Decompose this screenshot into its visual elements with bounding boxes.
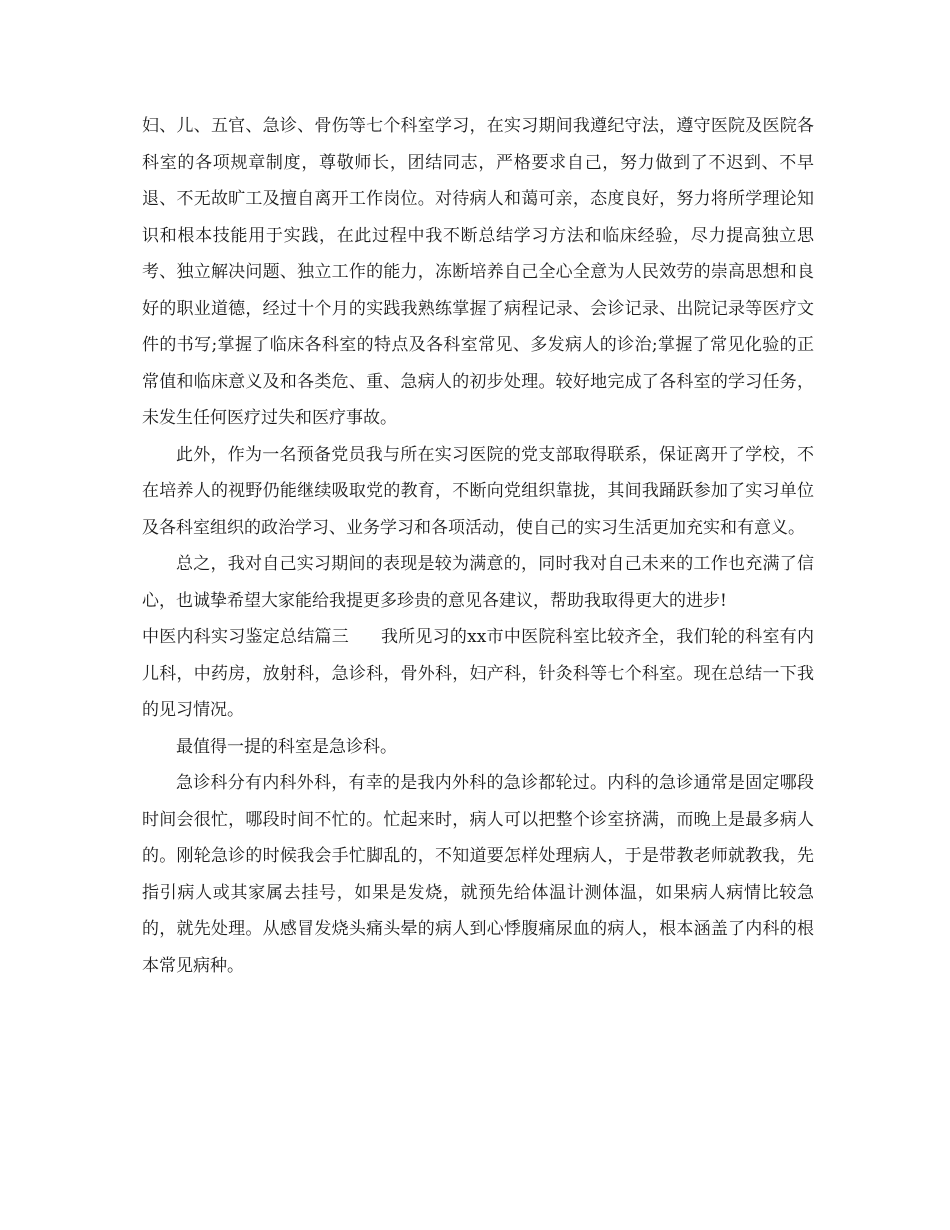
document-body <box>142 108 814 984</box>
paragraph-2: 此外，作为一名预备党员我与所在实习医院的党支部取得联系，保证离开了学校，不在培养人的视野仍能继续吸取党的教育，不断向党组织靠拢，其间我踊跃参加了实习单位及各科室组织的政治学习、业务学习和各项活动，使自己的实习生活更加充实和有意义。 <box>142 444 814 538</box>
section-heading-text: 我所见习的xx市中医院科室比较齐全，我们轮的科室有内儿科，中药房，放射科，急诊科，骨外科，妇产科，针灸科等七个科室。现在总结一下我的见习情况。 <box>142 627 814 720</box>
paragraph-3: 总之，我对自己实习期间的表现是较为满意的，同时我对自己未来的工作也充满了信心，也诚挚希望大家能给我提更多珍贵的意见各建议，帮助我取得更大的进步! <box>142 554 814 611</box>
section-heading-title: 中医内科实习鉴定总结篇三 <box>142 627 349 647</box>
paragraph-1: 妇、儿、五官、急诊、骨伤等七个科室学习，在实习期间我遵纪守法，遵守医院及医院各科室的各项规章制度，尊敬师长，团结同志，严格要求自己，努力做到了不迟到、不早退、不无故旷工及擅自离开工作岗位。对待病人和蔼可亲，态度良好，努力将所学理论知识和根本技能用于实践，在此过程中我不断总结学习方法和临床经验，尽力提高独立思考、独立解决问题、独立工作的能力，冻断培养自己全心全意为人民效劳的崇高思想和良好的职业道德，经过十个月的实践我熟练掌握了病程记录、会诊记录、出院记录等医疗文件的书写;掌握了临床各科室的特点及各科室常见、多发病人的诊治;掌握了常见化验的正常值和临床意义及和各类危、重、急病人的初步处理。较好地完成了各科室的学习任务，未发生任何医疗过失和医疗事故。 <box>142 116 814 428</box>
section-heading-paragraph <box>142 619 814 729</box>
paragraph-4: 最值得一提的科室是急诊科。 <box>176 736 397 757</box>
paragraph-5: 急诊科分有内科外科，有幸的是我内外科的急诊都轮过。内科的急诊通常是固定哪段时间会很忙，哪段时间不忙的。忙起来时，病人可以把整个诊室挤满，而晚上是最多病人的。刚轮急诊的时候我会手忙脚乱的，不知道要怎样处理病人，于是带教老师就教我，先指引病人或其家属去挂号，如果是发烧，就预先给体温计测体温，如果病人病情比较急的，就先处理。从感冒发烧头痛头晕的病人到心悸腹痛尿血的病人，根本涵盖了内科的根本常见病种。 <box>142 773 814 976</box>
